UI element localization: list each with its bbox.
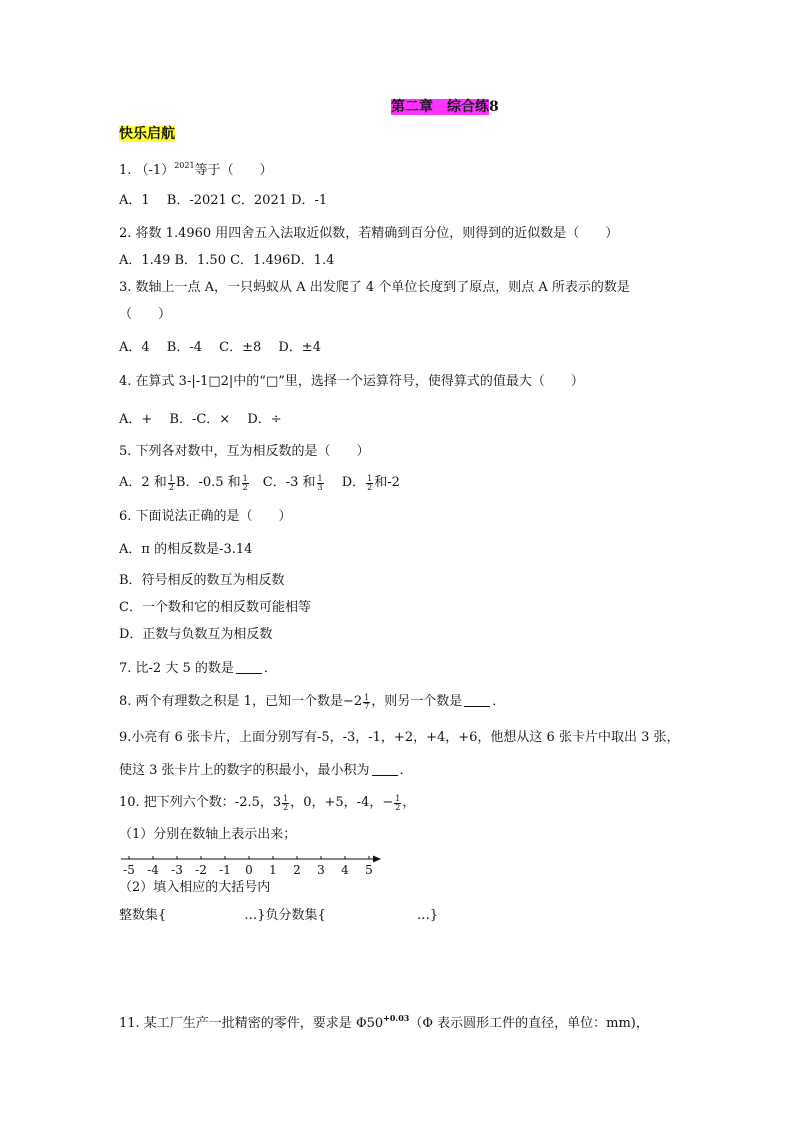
question-11: 11. 某工厂生产一批精密的零件，要求是 $\Phi 50^{+0.03}(\Phi$ 表示圆形工件的直径，单位：mm)， — [119, 1013, 649, 1031]
answer-blank[interactable] — [236, 661, 262, 674]
page-title — [391, 96, 499, 116]
number-line-label: -2 — [195, 863, 207, 877]
question-4: 4. 在算式 3-|-1□2|中的“□”里，选择一个运算符号，使得算式的值最大（ ） — [119, 374, 584, 389]
title-part: 综合练 — [447, 99, 489, 115]
number-line-label: 2 — [293, 863, 301, 877]
fraction: $\frac{1}{3}$ — [317, 474, 323, 492]
fraction: $\frac{1}{2}$ — [395, 794, 401, 812]
question-10: 10. 把下列六个数：-2.5，3 $\frac{1}{2}$ ，0，+5，-4，− $\frac{1}{2}$ ， — [119, 794, 416, 812]
question-4-options: A．+ B．-C．× D．÷ — [119, 412, 282, 427]
fraction: $\frac{1}{2}$ — [283, 794, 289, 812]
question-2-options: A．1.49 B．1.50 C．1.496D．1.4 — [119, 253, 335, 268]
question-9-line2: 使这 3 张卡片上的数字的积最小，最小积为 ． — [119, 763, 413, 778]
number-line-label: -5 — [123, 863, 135, 877]
question-8: 8. 两个有理数之积是 1，已知一个数是−2 $\frac{1}{7}$ ，则另一个数是 ． — [119, 693, 506, 711]
question-2: 2. 将数 1.4960 用四舍五入法取近似数，若精确到百分位，则得到的近似数是（ ） — [119, 226, 619, 241]
question-3: 3. 数轴上一点 A，一只蚂蚁从 A 出发爬了 4 个单位长度到了原点，则点 A 所表示的数是 — [119, 280, 630, 295]
number-line-label: 3 — [317, 863, 325, 877]
number-line-label: 5 — [365, 863, 373, 877]
number-line-label: 0 — [245, 863, 253, 877]
question-10-sub2: （2）填入相应的大括号内 — [119, 880, 271, 895]
number-line-arrow — [373, 856, 381, 863]
title-chapter: 第二章 — [391, 99, 433, 115]
question-1: 1. $(-1)^{2021}$等于（ ） — [119, 161, 273, 178]
question-5: 5. 下列各对数中，互为相反数的是（ ） — [119, 444, 370, 459]
number-line-label: -4 — [147, 863, 159, 877]
number-line-label: -3 — [171, 863, 183, 877]
fraction: $\frac{1}{2}$ — [168, 474, 174, 492]
question-1-options: A．1 B．-2021 C．2021 D．-1 — [119, 193, 328, 208]
question-6-option-b: B．符号相反的数互为相反数 — [119, 573, 285, 588]
number-line-label: -1 — [219, 863, 231, 877]
fraction: $\frac{1}{2}$ — [242, 474, 248, 492]
question-3-options: A．4 B．-4 C．±8 D．±4 — [119, 340, 321, 355]
question-10-sets: 整数集{ …}负分数集{ …} — [119, 908, 439, 923]
answer-blank[interactable] — [372, 763, 398, 776]
fraction: $\frac{1}{2}$ — [367, 474, 373, 492]
title-number: 8 — [489, 99, 499, 115]
question-9-line1: 9.小亮有 6 张卡片，上面分别写有-5，-3，-1，+2，+4，+6，他想从这 6 张卡片中取出 3 张， — [119, 730, 680, 745]
number-line — [119, 852, 389, 878]
section-heading: 快乐启航 — [119, 126, 175, 142]
question-6-option-a: A．π 的相反数是-3.14 — [119, 542, 253, 557]
question-6-option-c: C．一个数和它的相反数可能相等 — [119, 600, 311, 615]
question-7: 7. 比-2 大 5 的数是 ． — [119, 661, 277, 676]
question-3-paren: （ ） — [119, 307, 172, 322]
question-6: 6. 下面说法正确的是（ ） — [119, 509, 292, 524]
number-line-label: 1 — [269, 863, 277, 877]
question-6-option-d: D．正数与负数互为相反数 — [119, 627, 273, 642]
number-line-label: 4 — [341, 863, 349, 877]
question-5-options: A．2 和 $\frac{1}{2}$ B．-0.5 和 $\frac{1}{2}$ C．-3 和 $\frac{1}{3}$ D． $\frac{1}{2}$ 和-2 — [119, 474, 400, 492]
fraction: $\frac{1}{7}$ — [364, 693, 370, 711]
question-10-sub1: （1）分别在数轴上表示出来； — [119, 827, 297, 842]
answer-blank[interactable] — [464, 694, 490, 707]
